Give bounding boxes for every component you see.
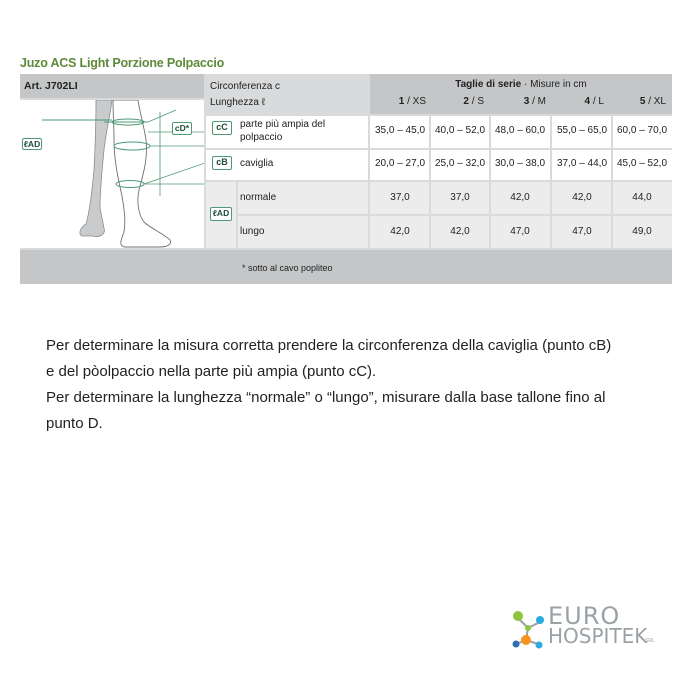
normale-value-l: 42,0 — [572, 192, 592, 203]
size-header-3: 3 / M — [523, 96, 546, 107]
product-title: Juzo ACS Light Porzione Polpaccio — [20, 56, 225, 70]
cb-value-xl: 45,0 – 52,0 — [616, 158, 668, 169]
lungo-value-l: 47,0 — [572, 226, 592, 237]
size-header-1: 1 / XS — [398, 96, 426, 107]
instructions-line-4: punto D. — [46, 415, 103, 432]
cc-value-m: 48,0 – 60,0 — [494, 125, 546, 136]
sizes-header — [370, 74, 672, 114]
size-header-2: 2 / S — [463, 96, 484, 107]
circumference-label: Circonferenza c — [210, 81, 281, 92]
cb-value-xs: 20,0 – 27,0 — [374, 158, 426, 169]
cb-value-l: 37,0 – 44,0 — [556, 158, 608, 169]
row-normale-label: normale — [240, 192, 277, 203]
logo-text-srl: SRL — [645, 638, 655, 644]
size-table — [20, 74, 672, 284]
logo-text-euro: EURO — [548, 602, 621, 630]
normale-value-m: 42,0 — [510, 192, 530, 203]
row-cc-label: parte più ampia del polpaccio — [240, 119, 326, 143]
normale-value-xs: 37,0 — [390, 192, 410, 203]
logo-text-hospitek: HOSPITEK — [548, 624, 648, 648]
cc-value-l: 55,0 – 65,0 — [556, 125, 608, 136]
normale-value-xl: 44,0 — [632, 192, 652, 203]
row-cb-label: caviglia — [240, 158, 274, 169]
article-number: Art. J702LI — [20, 74, 204, 98]
instructions-line-2: e del pòolpaccio nella parte più ampia (punto cC). — [46, 363, 377, 380]
lungo-value-xs: 42,0 — [390, 226, 410, 237]
footnote: * sotto al cavo popliteo — [242, 263, 333, 273]
circumference-header — [206, 74, 368, 114]
tag-lad-diagram: ℓAD — [23, 139, 41, 149]
length-label: Lunghezza ℓ — [210, 97, 265, 108]
sizes-title: Taglie di serie · Misure in cm — [455, 79, 587, 90]
molecule-logo-icon — [508, 604, 548, 652]
tag-cd-diagram: cD* — [172, 122, 192, 135]
size-header-4: 4 / L — [584, 96, 604, 107]
instructions-line-3: Per determinare la lunghezza “normale” o “lungo”, misurare dalla base tallone fino al — [46, 389, 606, 406]
normale-value-s: 37,0 — [450, 192, 470, 203]
lungo-value-m: 47,0 — [510, 226, 530, 237]
tag-lad: ℓAD — [210, 207, 232, 221]
lungo-value-xl: 49,0 — [632, 226, 652, 237]
eurohospitek-logo — [508, 602, 668, 652]
lungo-value-s: 42,0 — [450, 226, 470, 237]
cb-value-m: 30,0 – 38,0 — [494, 158, 546, 169]
tag-cc: cC — [212, 121, 232, 135]
tag-cb: cB — [212, 156, 232, 170]
instructions-paragraph — [46, 333, 676, 437]
cb-value-s: 25,0 – 32,0 — [434, 158, 486, 169]
cc-value-xs: 35,0 – 45,0 — [374, 125, 426, 136]
cc-value-xl: 60,0 – 70,0 — [616, 125, 668, 136]
size-header-5: 5 / XL — [639, 96, 666, 107]
row-lungo-label: lungo — [240, 226, 265, 237]
table-footer — [20, 250, 672, 284]
cc-value-s: 40,0 – 52,0 — [434, 125, 486, 136]
instructions-line-1: Per determinare la misura corretta prendere la circonferenza della caviglia (punto cB) — [46, 337, 612, 354]
